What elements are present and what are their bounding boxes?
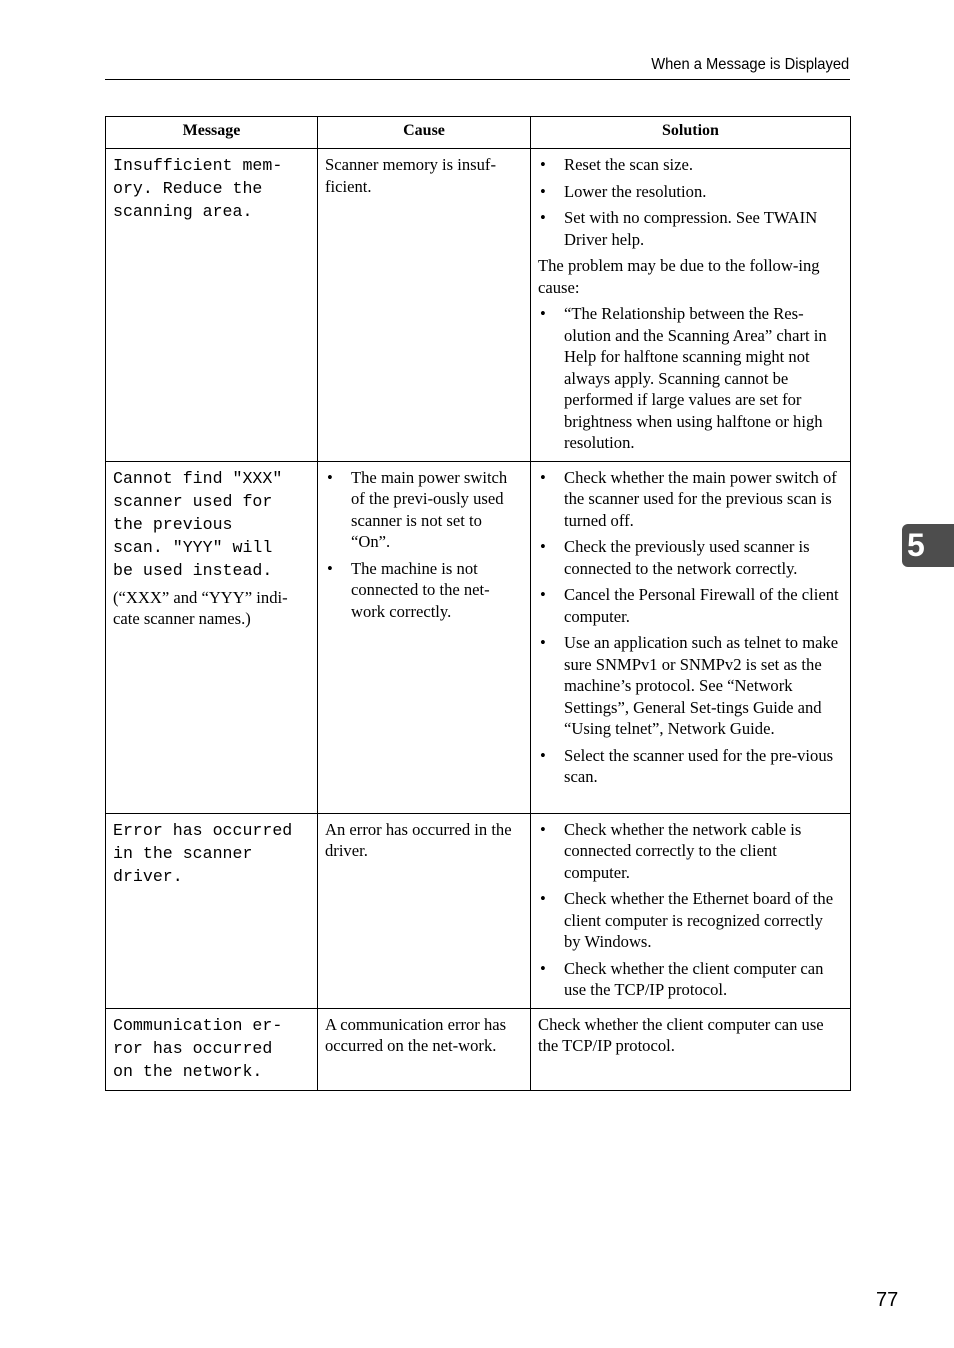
list-item: • Check whether the network cable is connected correctly to the client computer. <box>538 819 843 884</box>
column-header-solution: Solution <box>531 117 851 149</box>
message-cell <box>106 149 318 462</box>
cause-cell <box>318 149 531 462</box>
list-item: • Cancel the Personal Firewall of the client computer. <box>538 584 843 627</box>
column-header-cause: Cause <box>318 117 531 149</box>
list-item: • Check whether the main power switch of the scanner used for the previous scan is turned off. <box>538 467 843 532</box>
cause-cell <box>318 461 531 813</box>
message-cell <box>106 461 318 813</box>
message-cell <box>106 813 318 1008</box>
list-item: • Check whether the Ethernet board of the client computer is recognized correctly by Windows. <box>538 888 843 953</box>
message-cell <box>106 1008 318 1090</box>
cause-text: Scanner memory is insuf-ficient. <box>325 155 496 196</box>
message-table <box>105 116 851 1091</box>
message-text: Communication er- ror has occurred on the network. <box>113 1015 283 1081</box>
cause-list <box>325 467 523 623</box>
cause-text: An error has occurred in the driver. <box>325 819 512 860</box>
solution-cell <box>531 149 851 462</box>
cause-text: A communication error has occurred on the net-work. <box>325 1014 507 1055</box>
solution-paragraph: The problem may be due to the follow-ing cause: <box>538 256 820 297</box>
table-row <box>106 461 851 813</box>
list-item: • Check whether the client computer can use the TCP/IP protocol. <box>538 958 843 1001</box>
running-header: When a Message is Displayed <box>650 56 849 73</box>
solution-list <box>538 467 843 788</box>
message-text: Cannot find "XXX" scanner used for the previous scan. "YYY" will be used instead. <box>113 468 283 580</box>
cause-cell <box>318 813 531 1008</box>
message-text: Insufficient mem- ory. Reduce the scanning area. <box>113 156 283 221</box>
solution-cell <box>531 461 851 813</box>
list-item: • Use an application such as telnet to make sure SNMPv1 or SNMPv2 is set as the machine’s protocol. See “Network Settings”, General Set-tings Guide and “Using telnet”, Network Guide. <box>538 632 843 740</box>
table-row <box>106 149 851 462</box>
list-item: • Set with no compression. See TWAIN Driver help. <box>538 207 843 250</box>
list-item: • The machine is not connected to the net-work correctly. <box>325 558 523 623</box>
list-item: • The main power switch of the previ-ously used scanner is not set to “On”. <box>325 467 523 553</box>
table-row <box>106 813 851 1008</box>
solution-list <box>538 819 843 1001</box>
list-item: • “The Relationship between the Res-olution and the Scanning Area” chart in Help for halftone scanning might not always apply. Scanning cannot be performed if large values are set for brightness when using halftone or high resolution. <box>538 303 843 454</box>
list-item: • Check the previously used scanner is connected to the network correctly. <box>538 536 843 579</box>
message-text: Error has occurred in the scanner driver. <box>113 820 293 886</box>
message-note: (“XXX” and “YYY” indi-cate scanner names.) <box>113 587 288 628</box>
cause-cell <box>318 1008 531 1090</box>
list-item: • Lower the resolution. <box>538 181 843 203</box>
solution-cell <box>531 1008 851 1090</box>
chapter-tab: 5 <box>902 524 954 567</box>
solution-list <box>538 154 843 250</box>
header-rule <box>105 79 850 80</box>
table-row <box>106 1008 851 1090</box>
solution-text: Check whether the client computer can use the TCP/IP protocol. <box>538 1014 824 1055</box>
column-header-message: Message <box>106 117 318 149</box>
list-item: • Reset the scan size. <box>538 154 843 176</box>
solution-cell <box>531 813 851 1008</box>
list-item: • Select the scanner used for the pre-vious scan. <box>538 745 843 788</box>
page-number: 77 <box>876 1289 899 1311</box>
table-header-row <box>106 117 851 149</box>
solution-list <box>538 303 843 454</box>
